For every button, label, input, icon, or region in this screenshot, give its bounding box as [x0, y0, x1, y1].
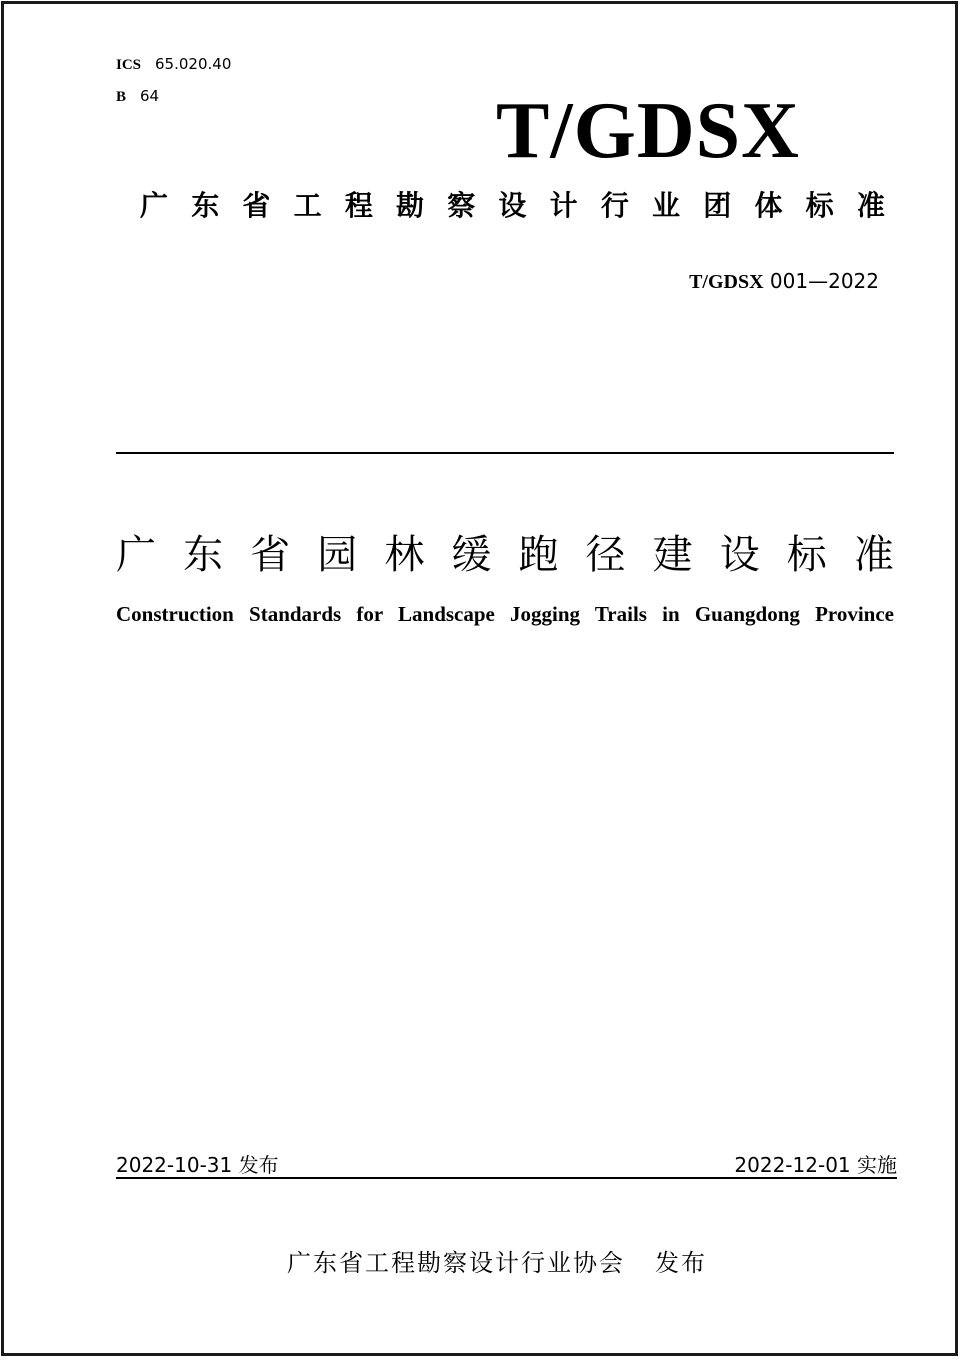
- org-char: 勘: [396, 189, 425, 222]
- bottom-divider: [116, 1177, 897, 1179]
- title-char: 园: [317, 531, 358, 578]
- org-char: 工: [293, 189, 322, 222]
- publisher-line: [287, 1248, 707, 1278]
- english-title: Construction Standards for Landscape Jogging Trails in Guangdong Province: [116, 602, 894, 626]
- title-char: 省: [250, 531, 291, 578]
- issue-date-value: 2022-10-31: [116, 1153, 233, 1177]
- standard-code: T/GDSX: [689, 271, 764, 293]
- title-char: 建: [652, 531, 693, 578]
- publish-action: 发布: [655, 1249, 707, 1277]
- standard-number: [689, 268, 879, 295]
- issue-date: [116, 1152, 279, 1178]
- ics-classification: [116, 55, 231, 74]
- org-char: 团: [703, 189, 732, 222]
- org-char: 标: [805, 189, 834, 222]
- title-char: 跑: [518, 531, 559, 578]
- implementation-date-value: 2022-12-01: [734, 1153, 851, 1177]
- standard-serial: 001—2022: [769, 269, 879, 293]
- issue-date-label: 发布: [238, 1153, 279, 1177]
- title-char: 准: [853, 531, 894, 578]
- ics-value: 65.020.40: [155, 55, 232, 73]
- standard-logo: T/GDSX: [496, 87, 800, 175]
- title-char: 林: [384, 531, 425, 578]
- title-char: 标: [786, 531, 827, 578]
- implementation-date: [734, 1152, 897, 1178]
- org-char: 准: [856, 189, 885, 222]
- ccs-classification: [116, 87, 159, 106]
- org-char: 计: [549, 189, 578, 222]
- title-char: 设: [719, 531, 760, 578]
- org-char: 东: [191, 189, 220, 222]
- org-char: 设: [498, 189, 527, 222]
- org-char: 程: [344, 189, 373, 222]
- org-char: 业: [652, 189, 681, 222]
- implementation-date-label: 实施: [857, 1153, 897, 1177]
- chinese-title: [116, 526, 894, 576]
- org-char: 体: [754, 189, 783, 222]
- org-char: 广: [140, 189, 169, 222]
- title-char: 径: [585, 531, 626, 578]
- org-char: 察: [447, 189, 476, 222]
- ics-label: ICS: [116, 57, 142, 73]
- ccs-value: 64: [140, 87, 160, 105]
- ccs-label: B: [116, 89, 127, 105]
- title-char: 广: [116, 531, 156, 578]
- org-char: 行: [600, 189, 629, 222]
- top-divider: [116, 452, 894, 454]
- title-char: 东: [183, 531, 224, 578]
- title-char: 缓: [451, 531, 492, 578]
- organization-header: [140, 184, 885, 224]
- org-char: 省: [242, 189, 271, 222]
- publisher-name: 广东省工程勘察设计行业协会: [287, 1249, 625, 1277]
